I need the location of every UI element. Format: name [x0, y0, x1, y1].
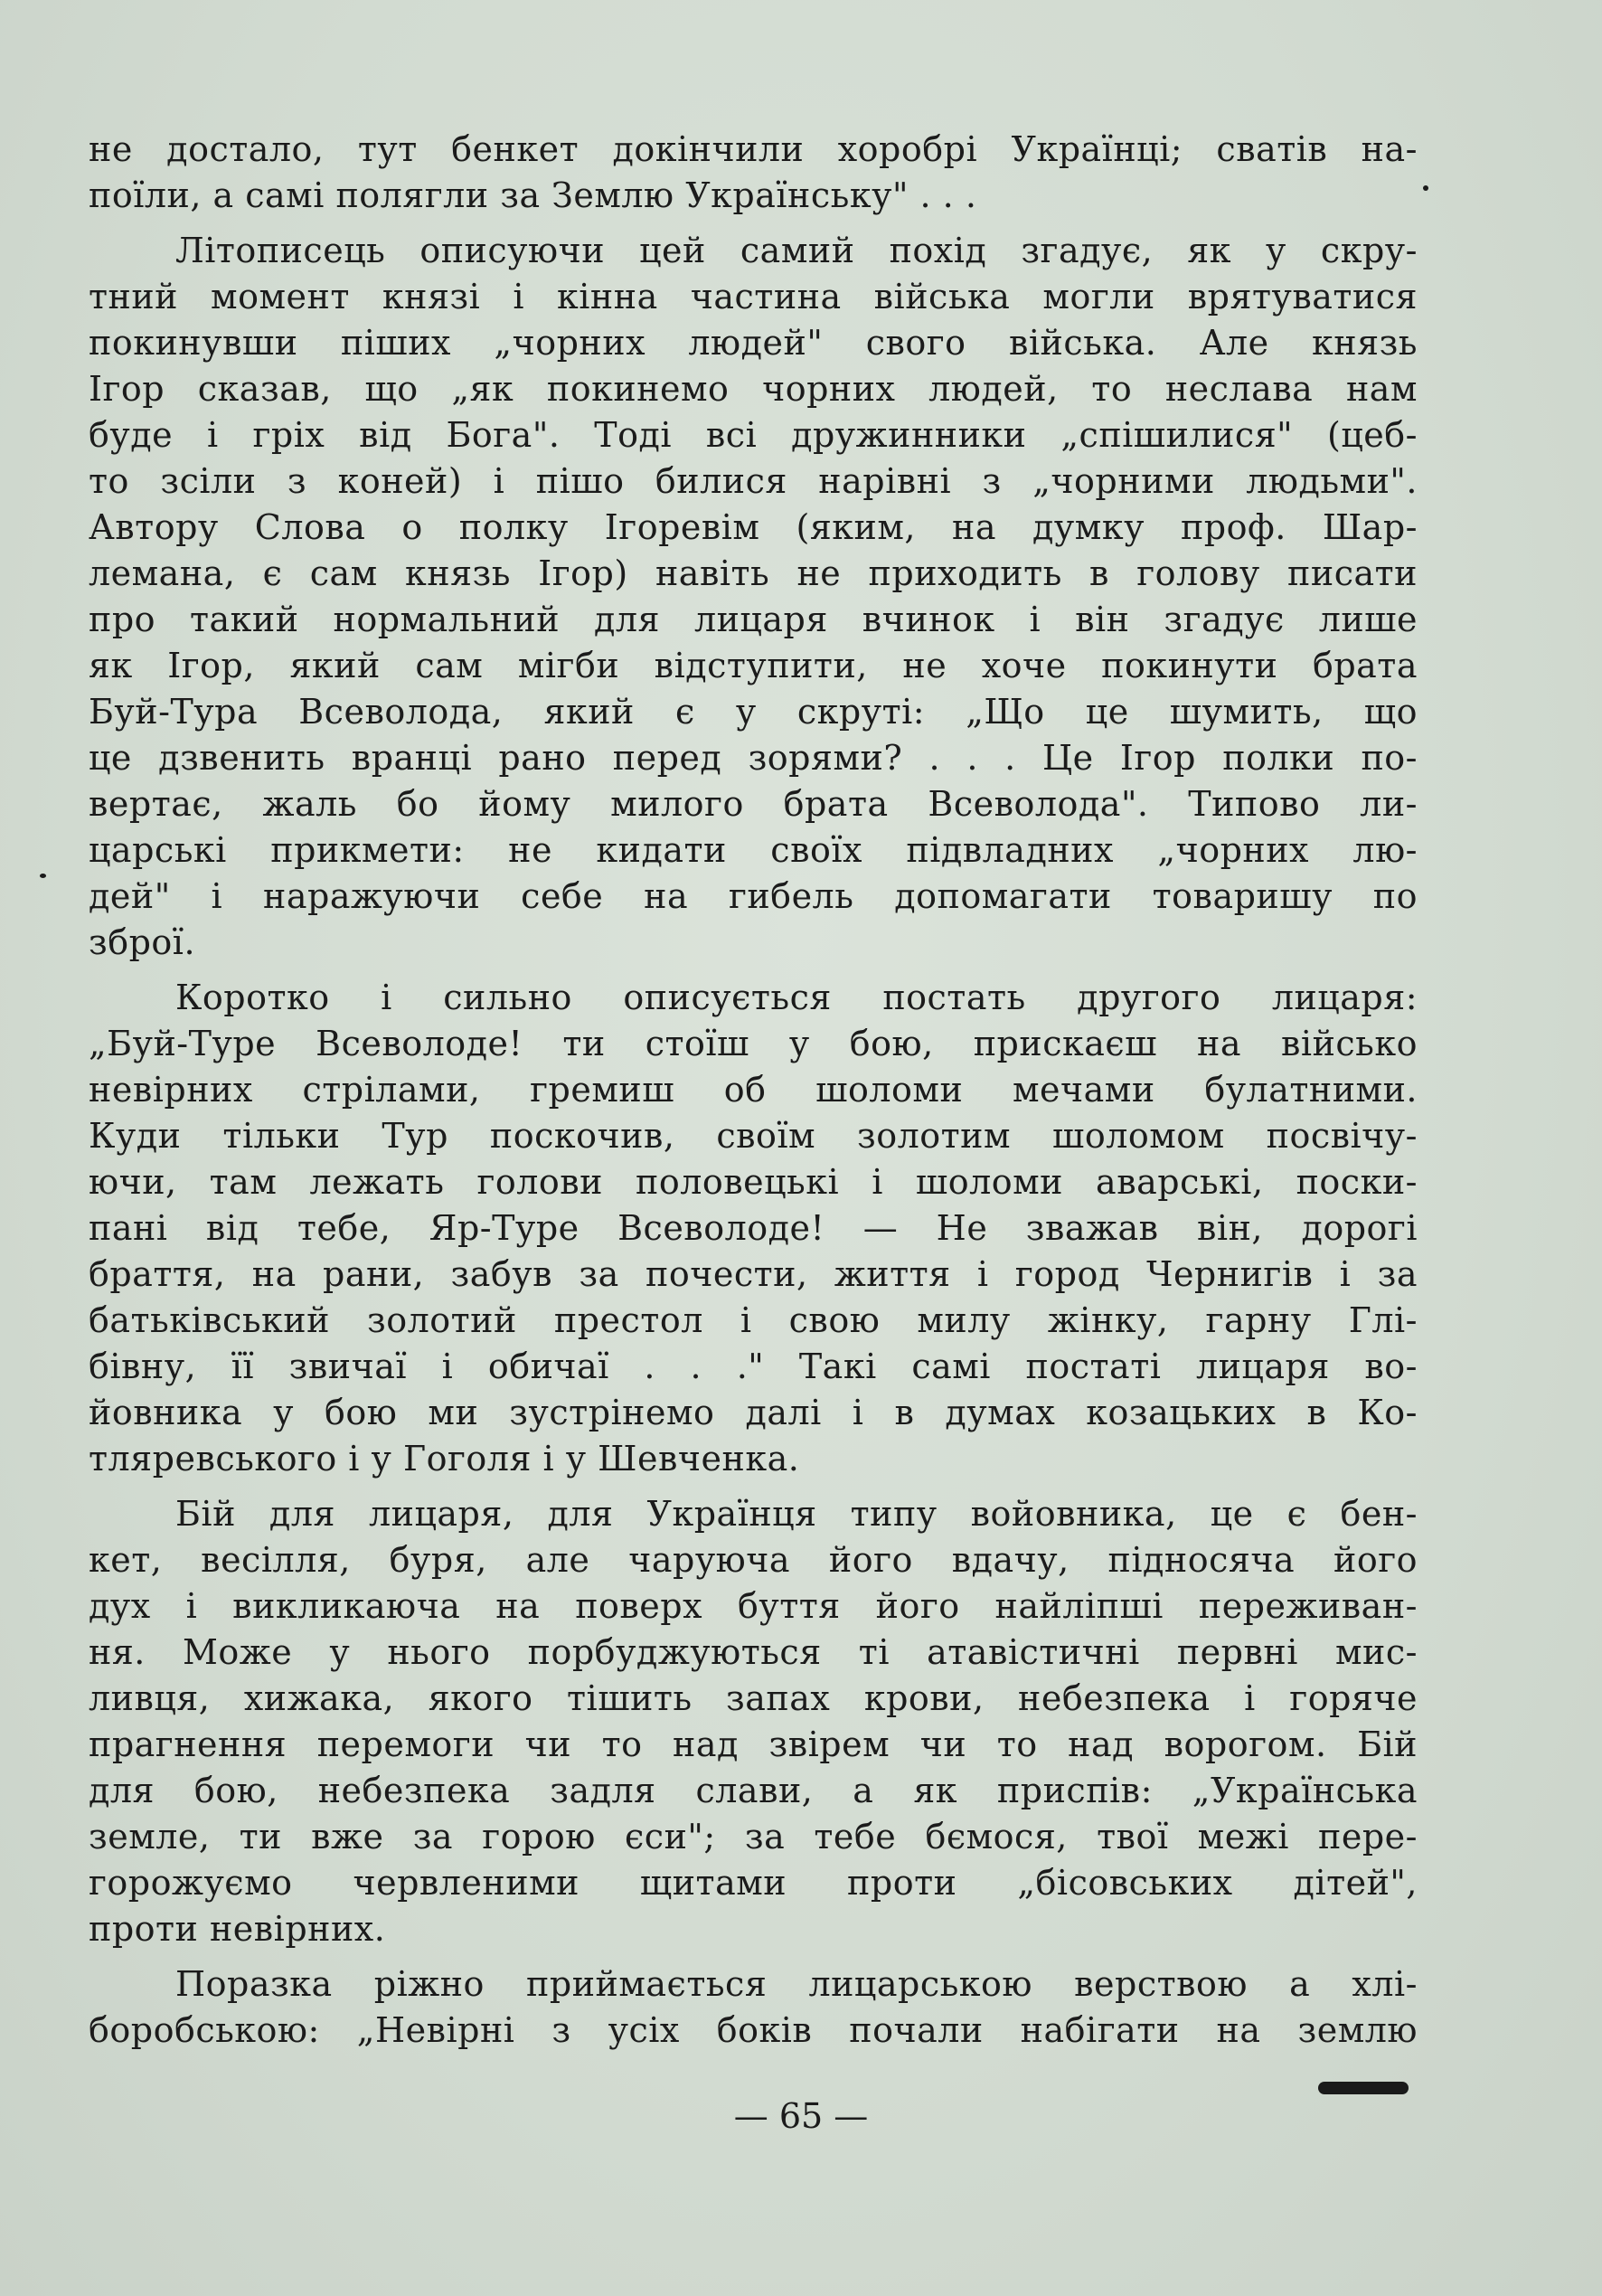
text-line: про такий нормальний для лицаря вчинок і він згадує лише — [89, 600, 1418, 639]
text-line: не достало, тут бенкет докінчили хоробрі Українці; сватів на- — [89, 129, 1418, 169]
text-line: „Буй-Туре Всеволоде! ти стоїш у бою, прискаєш на військо — [89, 1024, 1418, 1063]
text-line: проти невірних. — [89, 1909, 386, 1949]
text-line: Бій для лицаря, для Українця типу войовника, це є бен- — [175, 1494, 1418, 1534]
page-number: — 65 — — [733, 2096, 869, 2136]
text-line: тляревського і у Гоголя і у Шевченка. — [89, 1439, 800, 1479]
paragraph — [89, 228, 1418, 966]
text-line: дей" і наражуючи себе на гибель допомагати товаришу по — [89, 876, 1418, 916]
text-line: ня. Може у нього порбуджуються ті атавістичні первні мис- — [89, 1632, 1418, 1672]
text-line: Автору Слова о полку Ігоревім (яким, на думку проф. Шар- — [89, 507, 1418, 547]
text-line: боробською: „Невірні з усіх боків почали набігати на землю — [89, 2010, 1418, 2050]
text-line: для бою, небезпека задля слави, а як приспів: „Українська — [89, 1771, 1418, 1810]
text-line: прагнення перемоги чи то над звірем чи то над ворогом. Бій — [89, 1724, 1418, 1764]
text-line: вертає, жаль бо йому милого брата Всеволода". Типово ли- — [89, 784, 1418, 824]
ink-speck — [1318, 2082, 1409, 2094]
text-line: Поразка ріжно приймається лицарською верствою а хлі- — [175, 1964, 1418, 2004]
ink-speck — [40, 874, 46, 878]
text-line: ючи, там лежать голови половецькі і шоломи аварські, поски- — [89, 1162, 1418, 1202]
text-line: то зсіли з коней) і пішо билися нарівні з „чорними людьми". — [89, 461, 1418, 501]
text-line: покинувши піших „чорних людей" свого війська. Але князь — [89, 323, 1418, 363]
text-line: батьківський золотий престол і свою милу жінку, гарну Глі- — [89, 1300, 1418, 1340]
paragraph — [89, 1491, 1418, 1952]
text-line: ливця, хижака, якого тішить запах крови, небезпека і горяче — [89, 1678, 1418, 1718]
paragraph — [89, 127, 1418, 219]
text-line: Ігор сказав, що „як покинемо чорних людей, то неслава нам — [89, 369, 1418, 409]
ink-speck — [1423, 185, 1428, 191]
text-line: лемана, є сам князь Ігор) навіть не приходить в голову писати — [89, 553, 1418, 593]
paragraph — [89, 975, 1418, 1482]
text-line: браття, на рани, забув за почести, життя і город Чернигів і за — [89, 1254, 1418, 1294]
text-line: Буй-Тура Всеволода, який є у скруті: „Що це шумить, що — [89, 692, 1418, 732]
text-line: це дзвенить вранці рано перед зорями? . . . Це Ігор полки по- — [89, 738, 1418, 778]
text-line: буде і гріх від Бога". Тоді всі дружинники „спішилися" (цеб- — [89, 415, 1418, 455]
text-line: поїли, а самі полягли за Землю Українську" . . . — [89, 175, 977, 215]
text-line: Куди тільки Тур поскочив, своїм золотим шоломом посвічу- — [89, 1116, 1418, 1156]
body-text — [89, 127, 1418, 2054]
text-line: Коротко і сильно описується постать другого лицаря: — [175, 978, 1418, 1017]
text-line: горожуємо червленими щитами проти „бісовських дітей", — [89, 1863, 1418, 1903]
text-line: невірних стрілами, гремиш об шоломи мечами булатними. — [89, 1070, 1418, 1110]
text-line: кет, весілля, буря, але чаруюча його вдачу, підносяча його — [89, 1540, 1418, 1580]
text-line: тний момент князі і кінна частина війська могли врятуватися — [89, 277, 1418, 317]
text-line: дух і викликаюча на поверх буття його найліпші переживан- — [89, 1586, 1418, 1626]
text-line: царські прикмети: не кидати своїх підвладних „чорних лю- — [89, 830, 1418, 870]
text-line: бівну, її звичаї і обичаї . . ." Такі самі постаті лицаря во- — [89, 1346, 1418, 1386]
text-line: Літописець описуючи цей самий похід згадує, як у скру- — [175, 231, 1418, 270]
text-line: як Ігор, який сам мігби відступити, не хоче покинути брата — [89, 646, 1418, 685]
text-line: йовника у бою ми зустрінемо далі і в думах козацьких в Ко- — [89, 1393, 1418, 1432]
paragraph — [89, 1961, 1418, 2054]
text-line: зброї. — [89, 922, 196, 962]
text-line: пані від тебе, Яр-Туре Всеволоде! — Не зважав він, дорогі — [89, 1208, 1418, 1248]
text-line: земле, ти вже за горою єси"; за тебе бємося, твої межі пере- — [89, 1817, 1418, 1857]
